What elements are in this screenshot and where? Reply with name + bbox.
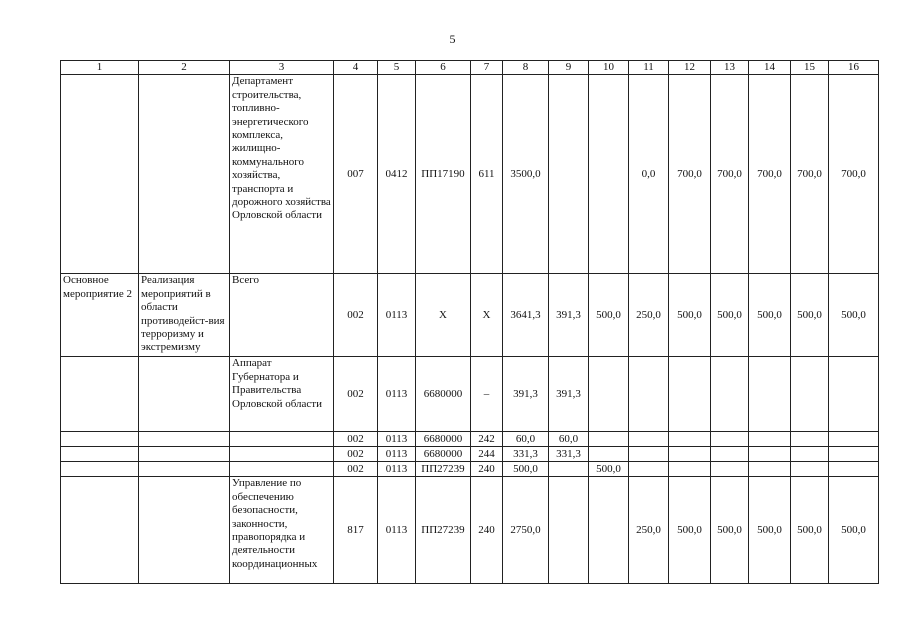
table-cell	[791, 447, 829, 462]
table-cell	[230, 462, 334, 477]
table-cell	[589, 432, 629, 447]
table-cell: 700,0	[791, 75, 829, 274]
table-cell	[791, 462, 829, 477]
table-cell: 391,3	[549, 274, 589, 357]
column-header: 13	[711, 61, 749, 75]
table-cell: 244	[471, 447, 503, 462]
table-cell	[749, 447, 791, 462]
table-cell	[711, 447, 749, 462]
table-cell: 240	[471, 477, 503, 584]
table-cell	[791, 432, 829, 447]
column-header: 10	[589, 61, 629, 75]
table-cell	[629, 447, 669, 462]
table-cell: 500,0	[669, 477, 711, 584]
table-cell	[629, 462, 669, 477]
page-number: 5	[449, 32, 456, 46]
column-header: 11	[629, 61, 669, 75]
table-cell: Реализация мероприятий в области противодейст-вия терроризму и экстремизму	[139, 274, 230, 357]
table-cell	[829, 357, 879, 432]
column-header: 15	[791, 61, 829, 75]
table-cell	[711, 432, 749, 447]
table-cell: 500,0	[503, 462, 549, 477]
table-cell	[669, 447, 711, 462]
table-cell	[629, 432, 669, 447]
table-cell	[61, 447, 139, 462]
table-row	[61, 274, 879, 357]
table-cell: 240	[471, 462, 503, 477]
table-cell: Управление по обеспечению безопасности, законности, правопорядка и деятельности координационных	[230, 477, 334, 584]
table-cell: 331,3	[503, 447, 549, 462]
table-cell	[139, 432, 230, 447]
table-cell: –	[471, 357, 503, 432]
table-cell: 0113	[378, 462, 416, 477]
table-cell	[669, 462, 711, 477]
table-cell	[749, 357, 791, 432]
table-row	[61, 447, 879, 462]
table-cell	[61, 75, 139, 274]
table-cell: 0113	[378, 432, 416, 447]
table-cell: 500,0	[589, 462, 629, 477]
table-cell	[589, 477, 629, 584]
table-cell	[749, 462, 791, 477]
table-cell: 0113	[378, 274, 416, 357]
table-cell: 700,0	[749, 75, 791, 274]
table-cell	[61, 477, 139, 584]
table-cell: 250,0	[629, 274, 669, 357]
table-cell: 500,0	[711, 274, 749, 357]
column-header: 5	[378, 61, 416, 75]
column-header: 4	[334, 61, 378, 75]
table-cell: ПП27239	[416, 462, 471, 477]
table-cell	[230, 447, 334, 462]
table-cell: 500,0	[589, 274, 629, 357]
table-row	[61, 477, 879, 584]
table-row	[61, 357, 879, 432]
header-row	[61, 61, 879, 75]
table-cell: 2750,0	[503, 477, 549, 584]
table-cell	[139, 447, 230, 462]
table-cell: 6680000	[416, 447, 471, 462]
table-cell	[139, 357, 230, 432]
table-cell: 391,3	[503, 357, 549, 432]
table-cell	[711, 462, 749, 477]
table-cell: ПП17190	[416, 75, 471, 274]
table-cell: 007	[334, 75, 378, 274]
table-cell: 500,0	[749, 477, 791, 584]
table-cell: 500,0	[711, 477, 749, 584]
table-cell: 500,0	[791, 477, 829, 584]
table-cell: 002	[334, 462, 378, 477]
table-cell	[139, 75, 230, 274]
table-cell: Всего	[230, 274, 334, 357]
table-cell	[669, 357, 711, 432]
table-cell: 611	[471, 75, 503, 274]
table-cell: 0113	[378, 357, 416, 432]
table-cell	[711, 357, 749, 432]
table-cell	[61, 357, 139, 432]
table-cell	[549, 75, 589, 274]
table-cell: 60,0	[503, 432, 549, 447]
table-cell: 331,3	[549, 447, 589, 462]
table-cell: 3500,0	[503, 75, 549, 274]
table-cell	[829, 447, 879, 462]
table-cell: 0113	[378, 447, 416, 462]
table-cell: 500,0	[669, 274, 711, 357]
column-header: 3	[230, 61, 334, 75]
table-cell	[829, 432, 879, 447]
table-cell: 6680000	[416, 357, 471, 432]
table-cell: 817	[334, 477, 378, 584]
table-cell: 700,0	[829, 75, 879, 274]
table-cell	[589, 75, 629, 274]
table-cell	[829, 462, 879, 477]
column-header: 6	[416, 61, 471, 75]
table-cell: 6680000	[416, 432, 471, 447]
table-cell: 250,0	[629, 477, 669, 584]
table-cell	[549, 477, 589, 584]
table-cell: 002	[334, 357, 378, 432]
table-cell: 60,0	[549, 432, 589, 447]
table-cell: 500,0	[829, 274, 879, 357]
table-cell: ПП27239	[416, 477, 471, 584]
budget-table	[60, 60, 879, 584]
column-header: 12	[669, 61, 711, 75]
table-cell: 002	[334, 274, 378, 357]
table-cell	[629, 357, 669, 432]
table-cell: 0113	[378, 477, 416, 584]
column-header: 9	[549, 61, 589, 75]
table-cell: Х	[471, 274, 503, 357]
table-cell	[549, 462, 589, 477]
table-cell: 002	[334, 447, 378, 462]
table-cell: 0412	[378, 75, 416, 274]
table-cell: 242	[471, 432, 503, 447]
column-header: 2	[139, 61, 230, 75]
table-cell: Х	[416, 274, 471, 357]
table-cell	[139, 477, 230, 584]
column-header: 16	[829, 61, 879, 75]
table-cell	[669, 432, 711, 447]
table-row	[61, 432, 879, 447]
table-cell: 500,0	[829, 477, 879, 584]
table-cell	[61, 462, 139, 477]
table-cell	[139, 462, 230, 477]
table-cell	[589, 357, 629, 432]
column-header: 1	[61, 61, 139, 75]
table-cell: 700,0	[669, 75, 711, 274]
column-header: 14	[749, 61, 791, 75]
table-cell	[61, 432, 139, 447]
column-header: 8	[503, 61, 549, 75]
table-cell: 0,0	[629, 75, 669, 274]
table-cell	[230, 432, 334, 447]
table-row	[61, 462, 879, 477]
table-cell	[589, 447, 629, 462]
table-cell: 700,0	[711, 75, 749, 274]
table-cell: Департамент строительства, топливно-энергетического комплекса, жилищно-коммунального хозяйства, транспорта и дорожного хозяйства Орловской области	[230, 75, 334, 274]
table-cell: 500,0	[791, 274, 829, 357]
table-row	[61, 75, 879, 274]
table-cell: 3641,3	[503, 274, 549, 357]
table-cell: Аппарат Губернатора и Правительства Орловской области	[230, 357, 334, 432]
table-cell	[791, 357, 829, 432]
table-cell: 002	[334, 432, 378, 447]
table-cell	[749, 432, 791, 447]
column-header: 7	[471, 61, 503, 75]
table-cell: Основное мероприятие 2	[61, 274, 139, 357]
table-cell: 391,3	[549, 357, 589, 432]
table-cell: 500,0	[749, 274, 791, 357]
